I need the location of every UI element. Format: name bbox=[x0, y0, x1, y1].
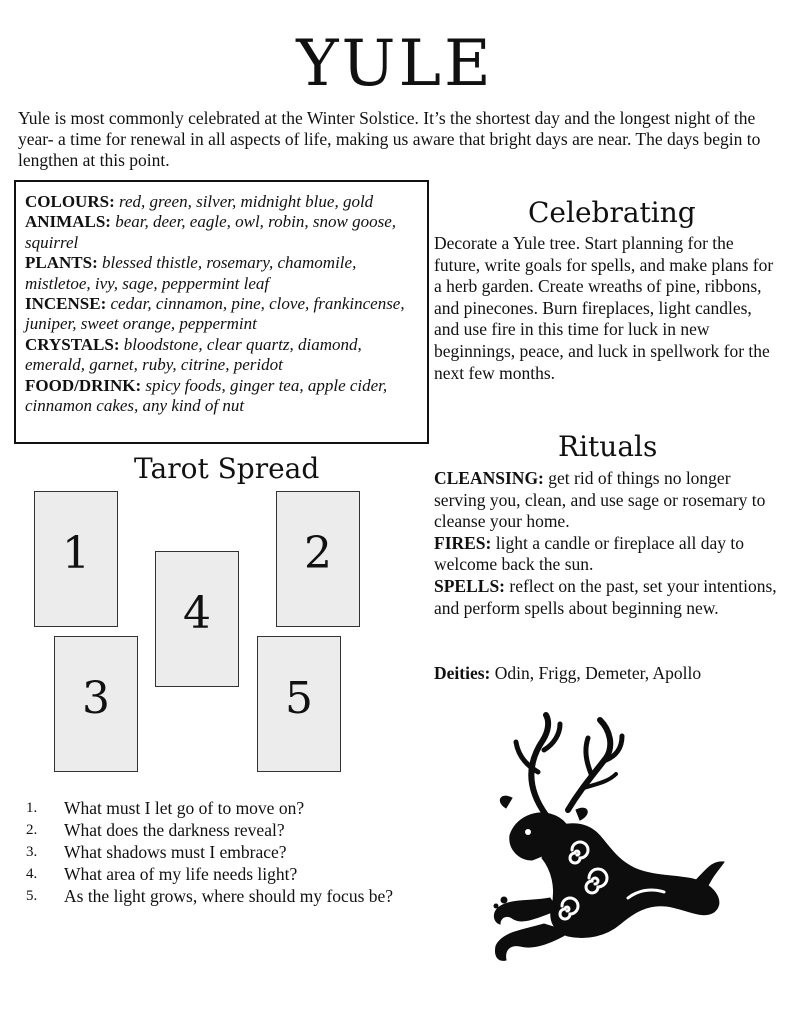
question-text: What does the darkness reveal? bbox=[64, 820, 285, 840]
ritual-fires bbox=[434, 533, 779, 576]
list-item bbox=[26, 841, 406, 863]
tarot-questions bbox=[26, 797, 406, 907]
celebrating-heading: Celebrating bbox=[528, 196, 696, 229]
correspondence-food-drink bbox=[25, 376, 419, 417]
correspondence-colours bbox=[25, 192, 419, 212]
correspondence-label: PLANTS: bbox=[25, 253, 98, 273]
tarot-card-5 bbox=[257, 636, 341, 772]
ritual-text: reflect on the past, set your intentions, and perform spells about beginning new. bbox=[434, 575, 777, 618]
question-text: What area of my life needs light? bbox=[64, 864, 298, 884]
correspondence-label: CRYSTALS: bbox=[25, 334, 120, 354]
ritual-label: FIRES: bbox=[434, 532, 492, 553]
correspondence-value: red, green, silver, midnight blue, gold bbox=[118, 192, 374, 211]
list-item bbox=[26, 797, 406, 819]
rituals-heading: Rituals bbox=[558, 430, 658, 463]
correspondences-box bbox=[14, 180, 429, 444]
question-number: 4. bbox=[26, 866, 38, 882]
tarot-card-1 bbox=[34, 491, 118, 627]
question-number: 2. bbox=[26, 822, 38, 838]
question-number: 1. bbox=[26, 800, 38, 816]
rituals-list bbox=[434, 468, 779, 619]
card-number: 4 bbox=[183, 588, 211, 639]
stag-icon bbox=[488, 710, 728, 980]
tarot-card-2 bbox=[276, 491, 360, 627]
card-number: 5 bbox=[285, 673, 313, 724]
ritual-text: get rid of things no longer serving you, clean, and use sage or rosemary to cleanse your home. bbox=[434, 468, 766, 532]
question-text: As the light grows, where should my focus be? bbox=[64, 886, 394, 906]
correspondence-value: cedar, cinnamon, pine, clove, frankincense, juniper, sweet orange, peppermint bbox=[25, 294, 405, 334]
correspondence-value: spicy foods, ginger tea, apple cider, cinnamon cakes, any kind of nut bbox=[25, 375, 388, 416]
deities-line bbox=[434, 663, 779, 685]
correspondence-animals bbox=[25, 212, 419, 253]
question-number: 5. bbox=[26, 888, 38, 904]
correspondence-crystals bbox=[25, 335, 419, 376]
page-title: YULE bbox=[296, 27, 494, 101]
ritual-cleansing bbox=[434, 468, 779, 533]
correspondence-plants bbox=[25, 253, 419, 294]
correspondence-label: ANIMALS: bbox=[25, 212, 111, 232]
ritual-label: CLEANSING: bbox=[434, 468, 544, 488]
card-number: 3 bbox=[82, 673, 110, 724]
question-number: 3. bbox=[26, 844, 38, 860]
ritual-spells bbox=[434, 576, 779, 619]
correspondence-label: COLOURS: bbox=[25, 192, 115, 211]
intro-paragraph: Yule is most commonly celebrated at the Winter Solstice. It’s the shortest day and the longest night of the year- a time for renewal in all aspects of life, making us aware that bright days are near. The days begin to lengthen at this point. bbox=[18, 108, 761, 170]
deities-value: Odin, Frigg, Demeter, Apollo bbox=[494, 663, 702, 683]
question-text: What must I let go of to move on? bbox=[64, 798, 305, 818]
card-number: 2 bbox=[304, 528, 332, 579]
list-item bbox=[26, 863, 406, 885]
question-text: What shadows must I embrace? bbox=[64, 842, 287, 862]
correspondence-label: INCENSE: bbox=[25, 294, 107, 314]
correspondence-label: FOOD/DRINK: bbox=[25, 375, 142, 395]
correspondence-incense bbox=[25, 294, 419, 335]
deities-label: Deities: bbox=[434, 663, 491, 683]
list-item bbox=[26, 819, 406, 841]
correspondence-value: blessed thistle, rosemary, chamomile, mistletoe, ivy, sage, peppermint leaf bbox=[25, 253, 357, 293]
list-item bbox=[26, 885, 406, 907]
ritual-text: light a candle or fireplace all day to welcome back the sun. bbox=[434, 532, 745, 575]
ritual-label: SPELLS: bbox=[434, 575, 505, 596]
tarot-card-4 bbox=[155, 551, 239, 687]
tarot-heading: Tarot Spread bbox=[134, 452, 320, 485]
celebrating-text: Decorate a Yule tree. Start planning for the future, write goals for spells, and make plans for a herb garden. Create wreaths of pine, ribbons, and pinecones. Burn fireplaces, light candles, and use fire in this time for luck in new beginnings, peace, and luck in spellwork for the next few months. bbox=[434, 233, 774, 383]
correspondence-value: bear, deer, eagle, owl, robin, snow goose, squirrel bbox=[25, 212, 397, 252]
tarot-card-3 bbox=[54, 636, 138, 772]
card-number: 1 bbox=[62, 528, 90, 579]
correspondence-value: bloodstone, clear quartz, diamond, emerald, garnet, ruby, citrine, peridot bbox=[25, 334, 362, 375]
